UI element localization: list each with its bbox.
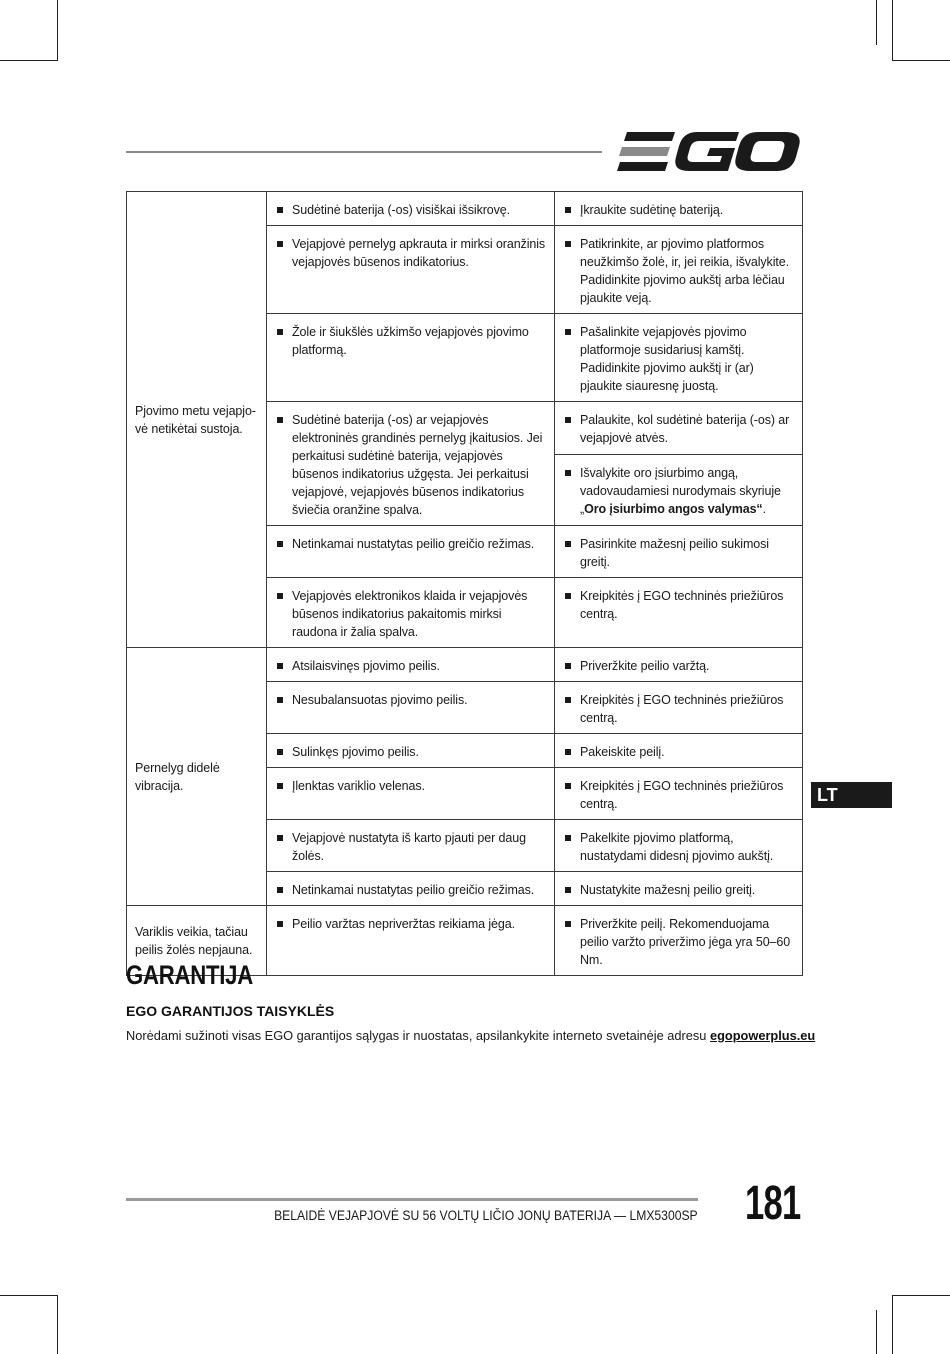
solution-cell: [555, 872, 803, 906]
solution-cell: [555, 192, 803, 226]
solution-text: Kreipkitės į EGO techninės priežiūros centrą.: [563, 691, 794, 727]
solution-text: Palaukite, kol sudėtinė baterija (-os) ar vejapjovė atvės.: [563, 411, 794, 447]
cause-cell: [267, 648, 555, 682]
problem-cell: [127, 192, 267, 648]
cause-text: Nesubalansuotas pjovimo peilis.: [275, 691, 546, 709]
solution-cell: [555, 314, 803, 402]
warranty-link[interactable]: egopowerplus.eu: [709, 1028, 816, 1043]
cause-text: Vejapjovė pernelyg apkrauta ir mirksi oranžinis vejapjovės būsenos indikatorius.: [275, 235, 546, 271]
solution-text: Kreipkitės į EGO techninės priežiūros centrą.: [563, 777, 794, 813]
crop-mark: [876, 0, 877, 45]
solution-cell: [555, 820, 803, 872]
cause-text: Sudėtinė baterija (-os) ar vejapjovės elektroninės grandinės pernelyg įkaitusios. Jei perkaitusi sudėtinė baterija, vejapjovės būsenos indikatorius užgęsta. Jei perkaitusi vejapjovė, vejapjovės būsenos indikatorius šviečia oranžine spalva.: [275, 411, 546, 519]
cause-cell: [267, 820, 555, 872]
cause-cell: [267, 402, 555, 526]
footer-rule: [126, 1198, 698, 1201]
solution-text: Pakeiskite peilį.: [563, 743, 794, 761]
solution-text: Pasirinkite mažesnį peilio sukimosi greitį.: [563, 535, 794, 571]
table-row: [127, 648, 803, 682]
cause-text: Vejapjovė nustatyta iš karto pjauti per daug žolės.: [275, 829, 546, 865]
cause-cell: [267, 768, 555, 820]
page-number: 181: [745, 1177, 801, 1230]
problem-text: Pjovimo metu vejapjo-vė netikėtai sustoja.: [135, 403, 256, 436]
problem-text: Variklis veikia, tačiau peilis žolės nepjauna.: [135, 924, 253, 957]
crop-mark: [892, 1295, 893, 1354]
crop-mark: [0, 60, 58, 61]
crop-mark: [892, 60, 950, 61]
solution-text: Pašalinkite vejapjovės pjovimo platformoje susidariusį kamštį. Padidinkite pjovimo aukštį ir (ar) pjaukite siauresnę juostą.: [563, 323, 794, 395]
language-tab: LT: [811, 782, 892, 808]
solution-cell: [555, 226, 803, 314]
cause-text: Peilio varžtas nepriveržtas reikiama jėga.: [275, 915, 546, 933]
solution-cell: [555, 578, 803, 648]
cause-cell: [267, 682, 555, 734]
solution-text: Priveržkite peilio varžtą.: [563, 657, 794, 675]
cause-cell: [267, 526, 555, 578]
section-title: GARANTIJA: [126, 960, 253, 990]
cause-text: Sudėtinė baterija (-os) visiškai išsikrovę.: [275, 201, 546, 219]
solution-text: Įkraukite sudėtinę bateriją.: [563, 201, 794, 219]
solution-text: Priveržkite peilį. Rekomenduojama peilio varžto priveržimo jėga yra 50–60 Nm.: [563, 915, 794, 969]
cause-text: Žole ir šiukšlės užkimšo vejapjovės pjovimo platformą.: [275, 323, 546, 359]
solution-cell: [555, 648, 803, 682]
cause-text: Netinkamai nustatytas peilio greičio režimas.: [275, 881, 546, 899]
crop-mark: [57, 1295, 58, 1354]
crop-mark: [892, 1295, 950, 1296]
solution-cell: [555, 734, 803, 768]
crop-mark: [876, 1310, 877, 1354]
header-rule: [126, 151, 602, 153]
problem-text: Pernelyg didelė vibracija.: [135, 760, 220, 793]
solution-text: Kreipkitės į EGO techninės priežiūros centrą.: [563, 587, 794, 623]
footer-text: BELAIDĖ VEJAPJOVĖ SU 56 VOLTŲ LIČIO JONŲ BATERIJA — LMX5300SP: [274, 1208, 698, 1223]
cause-text: Vejapjovės elektronikos klaida ir vejapjovės būsenos indikatorius pakaitomis mirksi raudona ir žalia spalva.: [275, 587, 546, 641]
solution-cell: [555, 906, 803, 976]
crop-mark: [57, 0, 58, 60]
solution-text: Pakelkite pjovimo platformą, nustatydami didesnį pjovimo aukštį.: [563, 829, 794, 865]
problem-cell: [127, 648, 267, 906]
solution-text: Nustatykite mažesnį peilio greitį.: [563, 881, 794, 899]
warranty-paragraph: [126, 1028, 815, 1043]
solution-cell: [555, 768, 803, 820]
crop-mark: [0, 1295, 58, 1296]
table-row: [127, 192, 803, 226]
cause-cell: [267, 872, 555, 906]
solution-cell: [555, 682, 803, 734]
cause-cell: [267, 906, 555, 976]
solution-text: Patikrinkite, ar pjovimo platformos neužkimšo žolė, ir, jei reikia, išvalykite. Padidinkite pjovimo aukštį arba lėčiau pjaukite veją.: [563, 235, 794, 307]
cause-cell: [267, 314, 555, 402]
cause-text: Atsilaisvinęs pjovimo peilis.: [275, 657, 546, 675]
section-subtitle: EGO GARANTIJOS TAISYKLĖS: [126, 1003, 335, 1019]
cause-cell: [267, 578, 555, 648]
cause-cell: [267, 734, 555, 768]
warranty-text: Norėdami sužinoti visas EGO garantijos sąlygas ir nuostatas, apsilankykite interneto svetainėje adresu: [126, 1028, 710, 1043]
troubleshooting-table: [126, 191, 803, 976]
cause-cell: [267, 192, 555, 226]
cause-cell: [267, 226, 555, 314]
ego-logo: [617, 130, 800, 172]
cause-text: Sulinkęs pjovimo peilis.: [275, 743, 546, 761]
cause-text: Įlenktas variklio velenas.: [275, 777, 546, 795]
cause-text: Netinkamai nustatytas peilio greičio režimas.: [275, 535, 546, 553]
solution-text: Išvalykite oro įsiurbimo angą, vadovaudamiesi nurodymais skyriuje „Oro įsiurbimo angos valymas“.: [563, 464, 794, 518]
solution-cell: [555, 454, 803, 525]
crop-mark: [892, 0, 893, 60]
solution-cell: [555, 526, 803, 578]
solution-cell: [555, 402, 803, 455]
section-reference: Oro įsiurbimo angos valymas“: [584, 501, 763, 516]
